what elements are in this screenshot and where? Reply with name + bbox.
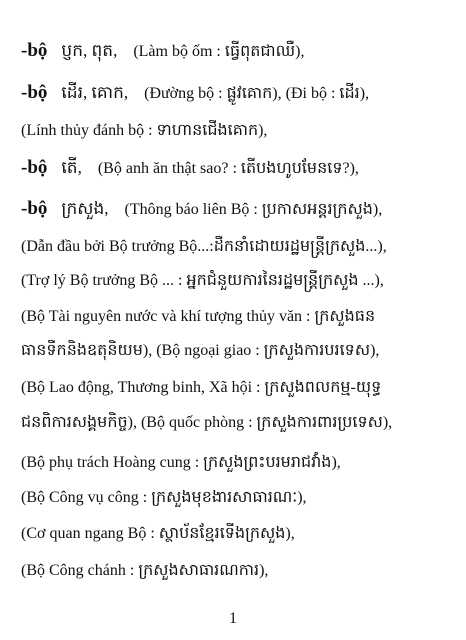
page-number: 1	[229, 610, 237, 627]
usage-example: (Làm bộ ốm : ធ្វើពុតជាឈឺ),	[133, 43, 305, 60]
khmer-meaning: ដើរ, គោក,	[61, 83, 129, 102]
example-line: ជនពិការសង្គមកិច្ច), (Bộ quốc phòng : ក្រសួងការពារប្រទេស),	[21, 414, 393, 431]
usage-example: (Đường bộ : ផ្លូវគោក), (Đi bộ : ដើរ),	[144, 85, 370, 102]
usage-example: (Thông báo liên Bộ : ប្រកាសអន្តរក្រសួង),	[124, 201, 383, 218]
entry-line-1	[21, 40, 458, 63]
entry-headword: -bộ	[21, 198, 48, 219]
entry-headword: -bộ	[21, 40, 48, 61]
entry-line-2	[21, 82, 458, 105]
khmer-meaning: តើ,	[61, 158, 82, 177]
example-line: (Bộ phụ trách Hoàng cung : ក្រសួងព្រះបរមរាជវាំង),	[21, 454, 341, 471]
example-line: (Trợ lý Bộ trưởng Bộ ... : អ្នកជំនួយការនៃរដ្ឋមន្ត្រីក្រសួង ...),	[21, 272, 384, 289]
example-line: ធានទឹកនិងឧតុនិយម), (Bộ ngoại giao : ក្រសួងការបរទេស),	[21, 342, 380, 359]
entry-line-3	[21, 157, 458, 180]
entry-headword: -bộ	[21, 157, 48, 178]
example-line: (Bộ Lao động, Thương binh, Xã hội : ក្រសួងពលកម្ម-យុទ្ធ	[21, 379, 382, 396]
usage-example: (Bộ anh ăn thật sao? : តើបងហូបមែនទេ?),	[97, 160, 359, 177]
example-line: (Cơ quan ngang Bộ : ស្ថាប័នខ្មែរទើងក្រសួង),	[21, 525, 295, 542]
entry-headword: -bộ	[21, 82, 48, 103]
example-line: (Bộ Tài nguyên nước và khí tượng thủy văn : ក្រសួងធន	[21, 308, 376, 325]
entry-line-4	[21, 198, 458, 221]
example-line: (Lính thủy đánh bộ : ទាហានជើងគោក),	[21, 122, 268, 139]
example-line: (Bộ Công vụ công : ក្រសួងមុខងារសាធារណៈ),	[21, 489, 307, 506]
example-line: (Bộ Công chánh : ក្រសួងសាធារណការ),	[21, 562, 269, 579]
khmer-meaning: ក្រសួង,	[61, 199, 109, 218]
example-line: (Dẫn đầu bởi Bộ trưởng Bộ...:ដឹកនាំដោយរដ្ឋមន្ត្រីក្រសួង...),	[21, 238, 387, 255]
khmer-meaning: ប្ញក, ពុត,	[61, 41, 118, 60]
